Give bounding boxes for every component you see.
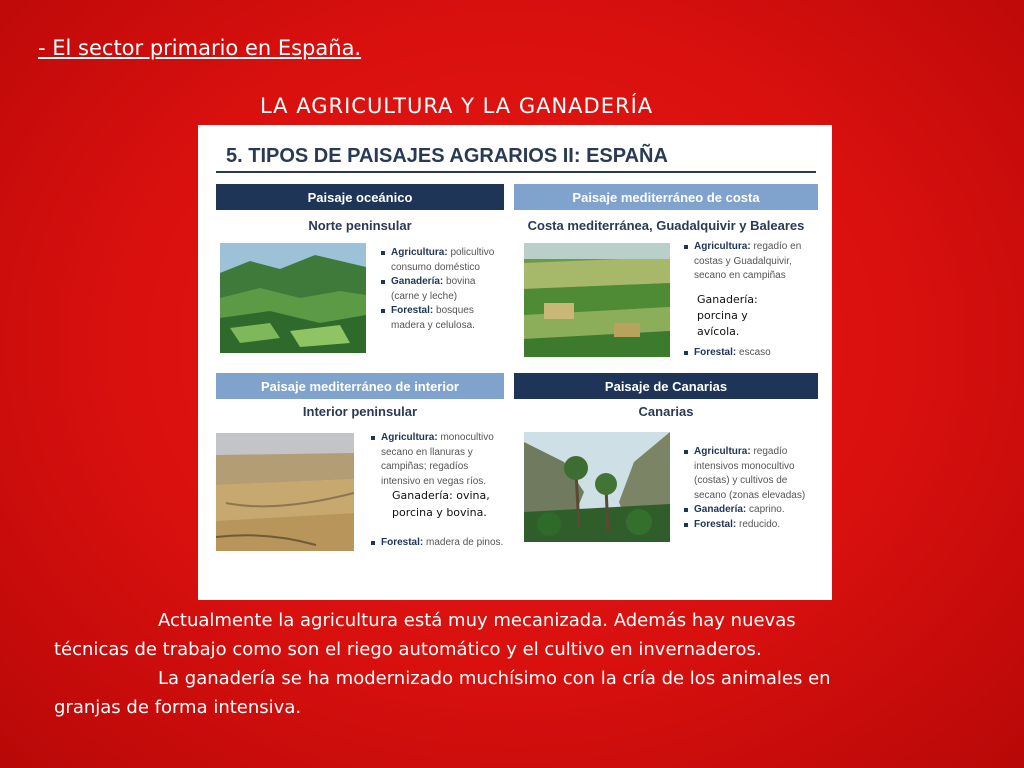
paragraph-ganaderia-cont: granjas de forma intensiva. — [54, 697, 302, 718]
bullets-costa-forestal — [682, 346, 820, 361]
title-divider — [216, 171, 816, 173]
paragraph-ganaderia: La ganadería se ha modernizado muchísimo con la cría de los animales en — [158, 668, 831, 689]
paragraph-mecanizacion-cont: técnicas de trabajo como son el riego automático y el cultivo en invernaderos. — [54, 639, 762, 660]
infographic — [198, 125, 832, 600]
bullet-agricultura: Agricultura: monocultivo secano en llanuras y campiñas; regadíos intensivo en vegas ríos. — [369, 431, 509, 489]
panel-region-oceanico: Norte peninsular — [308, 218, 412, 233]
bullets-oceanico — [379, 246, 504, 333]
paragraph-mecanizacion: Actualmente la agricultura está muy mecanizada. Además hay nuevas — [158, 610, 796, 631]
bullet-forestal: Forestal: escaso — [682, 346, 820, 361]
bullet-forestal: Forestal: bosques madera y celulosa. — [379, 304, 504, 333]
note-ganaderia-costa: Ganadería: porcina y avícola. — [697, 292, 777, 340]
panel-region-interior: Interior peninsular — [302, 404, 418, 419]
note-ganaderia-interior: Ganadería: ovina, porcina y bovina. — [392, 488, 502, 521]
panel-header-costa: Paisaje mediterráneo de costa — [514, 184, 818, 210]
photo-canary-palms — [524, 432, 670, 542]
bullet-agricultura: Agricultura: regadío en costas y Guadalquivir, secano en campiñas — [682, 240, 820, 284]
bullet-forestal: Forestal: reducido. — [682, 518, 822, 533]
bullet-forestal: Forestal: madera de pinos. — [369, 536, 519, 551]
panel-region-costa: Costa mediterránea, Guadalquivir y Baleares — [527, 218, 805, 233]
bullet-ganaderia: Ganadería: caprino. — [682, 503, 822, 518]
slide-title: - El sector primario en España. — [38, 36, 362, 60]
infographic-title: 5. TIPOS DE PAISAJES AGRARIOS II: ESPAÑA — [226, 145, 668, 167]
panel-region-canarias: Canarias — [638, 404, 694, 419]
bullets-costa — [682, 240, 820, 284]
body-text — [54, 606, 954, 722]
bullets-canarias — [682, 445, 822, 532]
bullets-interior-forestal — [369, 536, 519, 551]
bullets-interior — [369, 431, 509, 489]
photo-coastal-fields — [524, 243, 670, 357]
panel-header-canarias: Paisaje de Canarias — [514, 373, 818, 399]
bullet-agricultura: Agricultura: policultivo consumo doméstico — [379, 246, 504, 275]
bullet-agricultura: Agricultura: regadío intensivos monocultivo (costas) y cultivos de secano (zonas elevadas) — [682, 445, 822, 503]
slide-subtitle: LA AGRICULTURA Y LA GANADERÍA — [260, 94, 654, 118]
bullet-ganaderia: Ganadería: bovina (carne y leche) — [379, 275, 504, 304]
panel-header-oceanico: Paisaje oceánico — [216, 184, 504, 210]
photo-oceanic-landscape — [220, 243, 366, 353]
panel-header-interior: Paisaje mediterráneo de interior — [216, 373, 504, 399]
photo-interior-plains — [216, 433, 354, 551]
